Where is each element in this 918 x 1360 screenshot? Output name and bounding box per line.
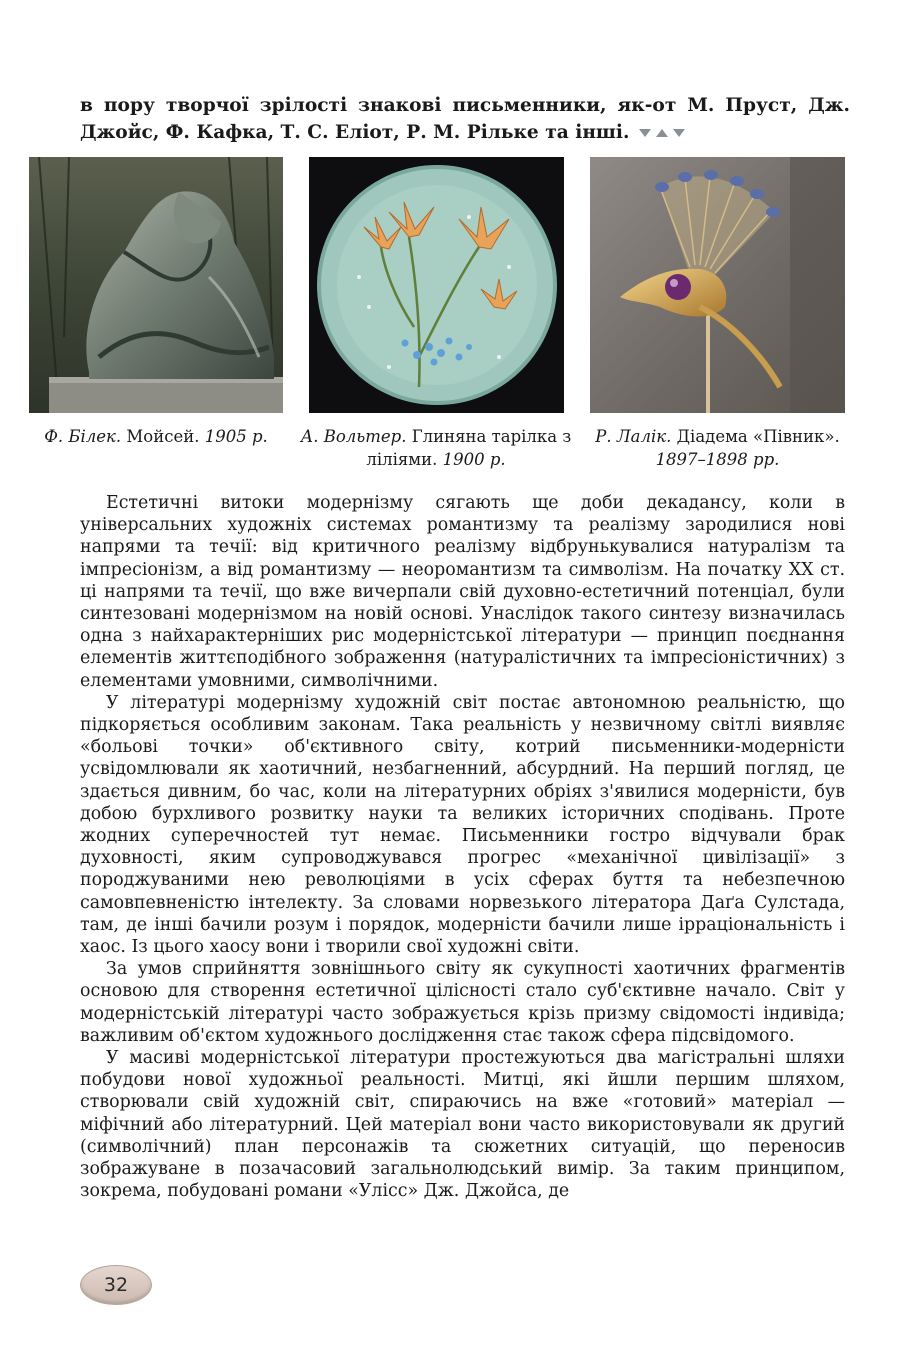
- figure-caption: [20, 425, 292, 448]
- page-number: 32: [103, 1274, 129, 1296]
- caption-title: Глиняна тарілка з ліліями.: [366, 427, 572, 469]
- caption-year: 1897–1898 рр.: [655, 450, 780, 469]
- caption-year: 1900 р.: [442, 450, 506, 469]
- figure-caption: [300, 425, 572, 471]
- caption-title: Діадема «Півник».: [671, 427, 840, 446]
- paragraph: У літературі модернізму художній світ постає автономною реальністю, що підкоряється особливим законам. Така реальність у незвичному світлі виявляє «больові точки» об'єктивного світу, котрий письменники-модерністи усвідомлювали як хаотичний, незбагненний, абсурдний. На перший погляд, це здається дивним, бо час, коли на літературних обріях з'явилися модерністи, був добою бурхливого розвитку науки та великих історичних сподівань. Проте жодних суперечностей тут немає. Письменники гостро відчували брак духовності, яким супроводжувався прогрес «механічної цивілізації» з породжуваними нею революціями в усіх сферах буття та небезпечною самовпевненістю інтелекту. За словами норвезького літератора Даґа Сулстада, там, де інші бачили розум і порядок, модерністи бачили лише ірраціональність і хаос. Із цього хаосу вони і творили свої художні світи.: [80, 692, 845, 958]
- sculpture-photo: [29, 157, 283, 413]
- caption-author: Р. Лалік.: [595, 427, 672, 446]
- caption-title: Мойсей.: [121, 427, 205, 446]
- diadem-photo: [590, 157, 845, 413]
- paragraph: Естетичні витоки модернізму сягають ще доби декадансу, коли в універсальних художніх системах романтизму та реалізму зародилися нові напрями та течії: від критичного реалізму відбрунькувалися натуралізм та імпресіонізм, а від романтизму — неоромантизм та символізм. На початку ХХ ст. ці напрями та течії, що вже вичерпали свій духовно-естетичний потенціал, були синтезовані модернізмом на новій основі. Унаслідок такого синтезу визначилась одна з найхарактерніших рис модерністської літератури — принцип поєднання елементів життєподібного зображення (натуралістичних та імпресіоністичних) з елементами умовними, символічними.: [80, 493, 845, 691]
- intro-paragraph: [80, 92, 850, 146]
- plate-photo: [309, 157, 564, 413]
- paragraph: За умов сприйняття зовнішнього світу як сукупності хаотичних фрагментів основою для створення естетичної цілісності стало суб'єктивне начало. Світ у модерністській літературі часто зображується крізь призму свідомості індивіда; важливим об'єктом художнього дослідження стає також сфера підсвідомого.: [80, 959, 845, 1046]
- caption-author: Ф. Білек.: [44, 427, 122, 446]
- figure-caption: [580, 425, 855, 471]
- caption-year: 1905 р.: [204, 427, 268, 446]
- intro-text: в пору творчої зрілості знакові письменники, як-от М. Пруст, Дж. Джойс, Ф. Кафка, Т. С. Еліот, Р. М. Рільке та інші.: [80, 95, 850, 143]
- page-number-badge: [80, 1265, 152, 1305]
- paragraph: У масиві модерністської літератури простежуються два магістральні шляхи побудови нової художньої реальності. Митці, які йшли першим шляхом, створювали свій художній світ, спираючись на вже «готовий» матеріал — міфічний або літературний. Цей матеріал вони часто використовували як другий (символічний) план персонажів та сюжетних ситуацій, що переносив зображуване в позачасовий загальнолюдський вимір. За таким принципом, зокрема, побудовані романи «Улісс» Дж. Джойса, де: [80, 1048, 845, 1202]
- caption-author: А. Вольтер.: [300, 427, 407, 446]
- triangle-marker-icon: [637, 127, 687, 139]
- body-text: [80, 492, 845, 1203]
